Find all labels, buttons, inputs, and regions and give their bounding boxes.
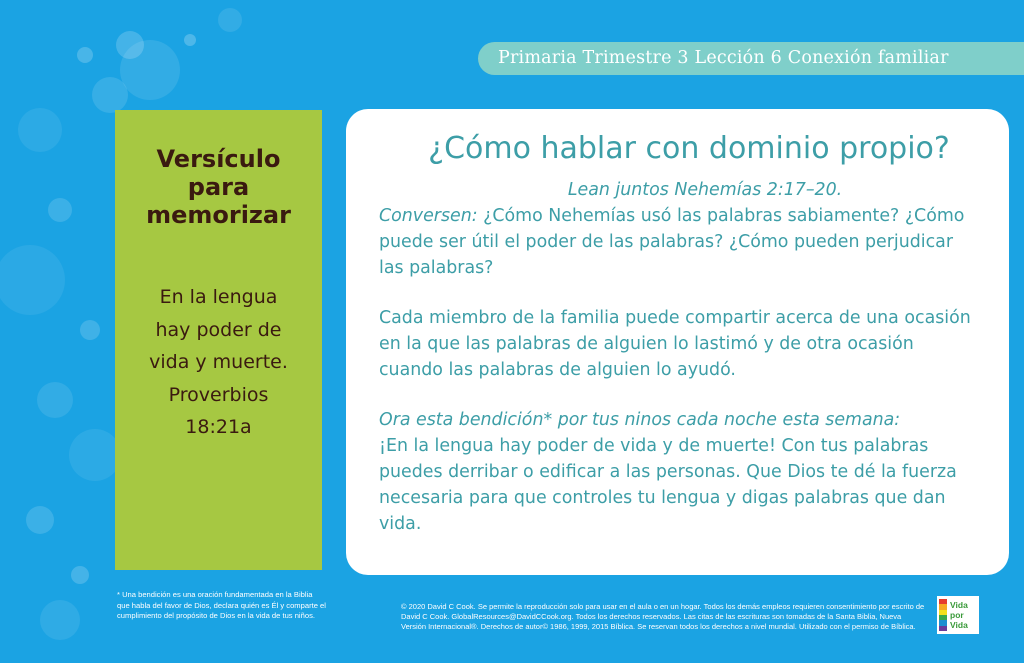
memory-verse-heading-line: Versículo xyxy=(156,145,281,173)
blessing-footnote: * Una bendición es una oración fundamentada en la Biblia que habla del favor de Dios, declara quién es Él y comparte el cumplimiento del propósito de Dios en la vida de tus niños. xyxy=(117,590,326,620)
discussion-label: Conversen: xyxy=(379,206,478,226)
prayer-label: Ora esta bendición* por tus ninos cada noche esta semana: xyxy=(379,410,901,430)
memory-verse-line: vida y muerte. xyxy=(149,351,288,373)
discussion-text: ¿Cómo Nehemías usó las palabras sabiamente? ¿Cómo puede ser útil el poder de las palabras? ¿Cómo pueden perjudicar las palabras? xyxy=(379,206,965,278)
discussion-paragraph xyxy=(379,203,979,281)
logo-word: Vida xyxy=(950,620,968,630)
memory-verse-line: En la lengua xyxy=(159,286,278,308)
page-header-title: Primaria Trimestre 3 Lección 6 Conexión familiar xyxy=(478,42,1024,75)
card-title: ¿Cómo hablar con dominio propio? xyxy=(428,131,950,166)
prayer-text: ¡En la lengua hay poder de vida y de muerte! Con tus palabras puedes derribar o edificar a las personas. Que Dios te dé la fuerza necesaria para que controles tu lengua y digas palabras que dan vida. xyxy=(379,436,957,534)
memory-verse-line: hay poder de xyxy=(155,318,282,341)
logo-word: Vida xyxy=(950,600,968,610)
memory-verse-heading-line: para xyxy=(187,173,250,201)
memory-verse-heading xyxy=(125,145,312,229)
memory-verse-text xyxy=(125,281,312,444)
logo-words xyxy=(950,600,968,630)
memory-verse-reference: 18:21a xyxy=(185,416,252,438)
logo-word: por xyxy=(950,610,964,620)
copyright-notice: © 2020 David C Cook. Se permite la reproducción solo para usar en el aula o en un hogar. Todos los demás empleos requieren consentimiento por escrito de David C Cook. GlobalResources@DavidCCook.org. Todos los derechos reservados. Las citas de las escrituras son tomadas de la Santa Biblia, Nueva Versión Internacional®. Derechos de autor© 1986, 1999, 2015 Bíblica. Se reservan todos los derechos a nivel mundial. Utilizado con el permiso de Bíblica. xyxy=(401,602,925,631)
activity-paragraph: Cada miembro de la familia puede compartir acerca de una ocasión en la que las palabras de alguien lo lastimó y de otra ocasión cuando las palabras de alguien lo ayudó. xyxy=(379,308,971,380)
memory-verse-reference: Proverbios xyxy=(168,383,269,406)
read-instruction: Lean juntos Nehemías 2:17–20. xyxy=(567,180,843,200)
logo-stripe xyxy=(939,626,947,631)
memory-verse-panel xyxy=(115,110,322,570)
memory-verse-heading-line: memorizar xyxy=(146,201,291,229)
lesson-card xyxy=(346,109,1009,575)
logo-stripes xyxy=(939,599,947,631)
vida-por-vida-logo xyxy=(937,596,979,634)
